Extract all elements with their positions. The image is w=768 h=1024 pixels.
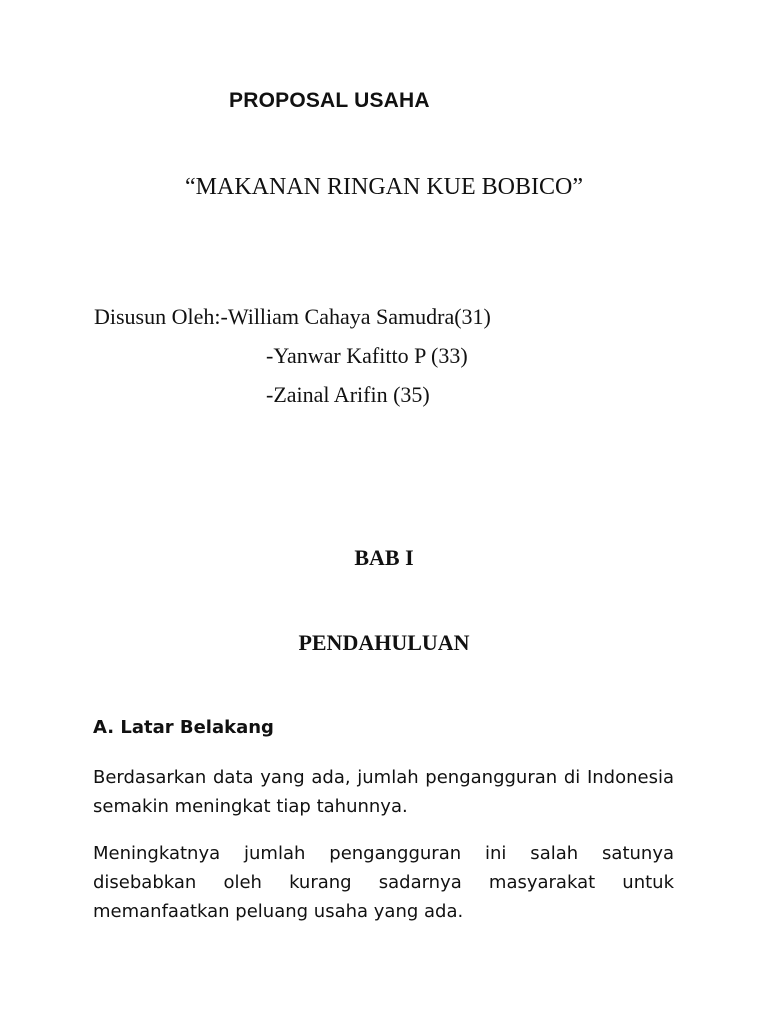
paragraph-1: Berdasarkan data yang ada, jumlah pengangguran di Indonesia semakin meningkat tiap tahunnya. — [93, 767, 674, 817]
proposal-subtitle: “MAKANAN RINGAN KUE BOBICO” — [185, 174, 583, 200]
section-heading: A. Latar Belakang — [93, 717, 274, 738]
chapter-title: PENDAHULUAN — [298, 630, 470, 655]
author-line-3: -Zainal Arifin (35) — [266, 382, 430, 407]
paragraph-2: Meningkatnya jumlah pengangguran ini salah satunya disebabkan oleh kurang sadarnya masyarakat untuk memanfaatkan peluang usaha yang ada. — [93, 843, 674, 922]
chapter-number: BAB I — [354, 545, 414, 570]
author-line-1: Disusun Oleh:-William Cahaya Samudra(31) — [94, 304, 491, 329]
proposal-title: PROPOSAL USAHA — [229, 89, 430, 112]
author-line-2: -Yanwar Kafitto P (33) — [266, 343, 468, 368]
